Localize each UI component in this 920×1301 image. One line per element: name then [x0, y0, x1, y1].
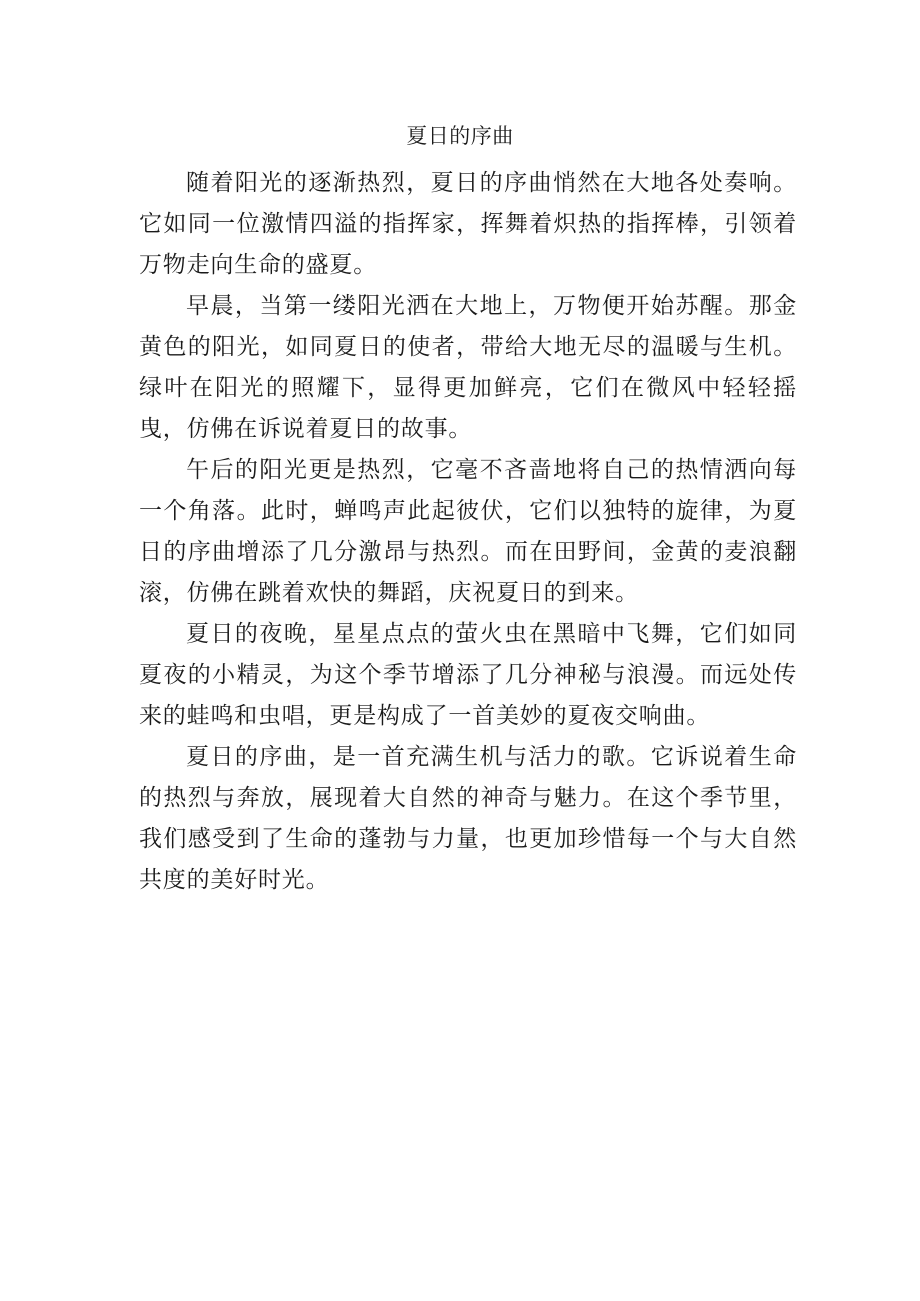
paragraph-5: 夏日的序曲，是一首充满生机与活力的歌。它诉说着生命的热烈与奔放，展现着大自然的神奇与魅力。在这个季节里，我们感受到了生命的蓬勃与力量，也更加珍惜每一个与大自然共度的美好时光。 — [139, 744, 797, 893]
paragraph-3: 午后的阳光更是热烈，它毫不吝啬地将自己的热情洒向每一个角落。此时，蝉鸣声此起彼伏，它们以独特的旋律，为夏日的序曲增添了几分激昂与热烈。而在田野间，金黄的麦浪翻滚，仿佛在跳着欢快的舞蹈，庆祝夏日的到来。 — [139, 457, 797, 606]
paragraph-1: 随着阳光的逐渐热烈，夏日的序曲悄然在大地各处奏响。它如同一位激情四溢的指挥家，挥舞着炽热的指挥棒，引领着万物走向生命的盛夏。 — [139, 170, 797, 278]
paragraph-4: 夏日的夜晚，星星点点的萤火虫在黑暗中飞舞，它们如同夏夜的小精灵，为这个季节增添了几分神秘与浪漫。而远处传来的蛙鸣和虫唱，更是构成了一首美妙的夏夜交响曲。 — [139, 621, 797, 729]
document-body — [139, 163, 797, 901]
document-title: 夏日的序曲 — [406, 124, 514, 148]
paragraph-2: 早晨，当第一缕阳光洒在大地上，万物便开始苏醒。那金黄色的阳光，如同夏日的使者，带给大地无尽的温暖与生机。绿叶在阳光的照耀下，显得更加鲜亮，它们在微风中轻轻摇曳，仿佛在诉说着夏日的故事。 — [139, 293, 797, 442]
